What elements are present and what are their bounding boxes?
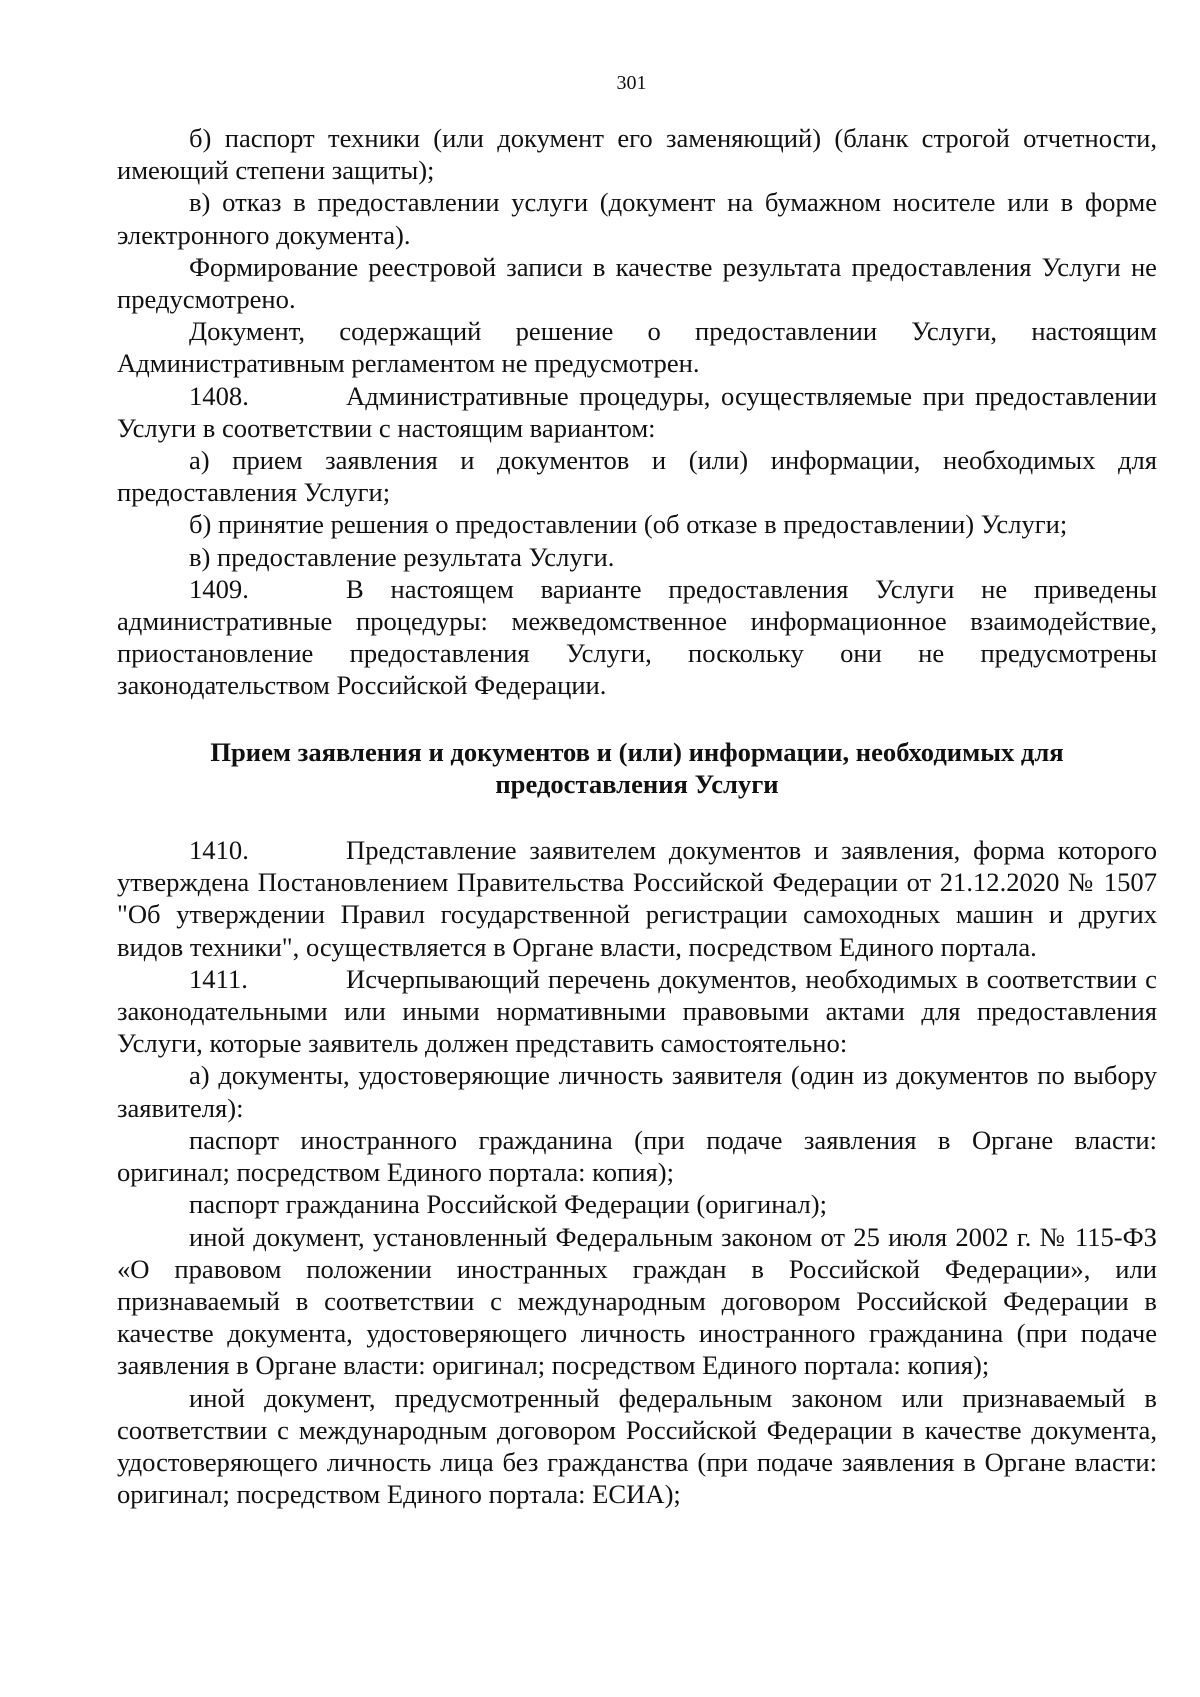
clause-1409: [117, 573, 1157, 702]
clause-1410: [117, 834, 1157, 963]
clause-number: 1409.: [189, 573, 249, 604]
clause-number: 1408.: [189, 380, 249, 411]
clause-1408: [117, 380, 1157, 444]
list-item: иной документ, установленный Федеральным законом от 25 июля 2002 г. № 115-ФЗ «О правовом положении иностранных граждан в Российской Федерации», или признаваемый в соответствии с международным договором Российской Федерации в качестве документа, удостоверяющего личность иностранного гражданина (при подаче заявления в Органе власти: оригинал; посредством Единого портала: копия);: [117, 1221, 1157, 1381]
clause-text: В настоящем варианте предоставления Услуги не приведены административные процедуры: межведомственное информационное взаимодействие, приостановление предоставления Услуги, поскольку они не предусмотрены законодательством Российской Федерации.: [117, 573, 1157, 701]
list-item: а) прием заявления и документов и (или) информации, необходимых для предоставления Услуги;: [117, 445, 1157, 508]
paragraph-result-passport: б) паспорт техники (или документ его заменяющий) (бланк строгой отчетности, имеющий степени защиты);: [117, 123, 1157, 186]
section-heading-line: предоставления Услуги: [495, 768, 779, 799]
section-heading-line: Прием заявления и документов и (или) информации, необходимых для: [210, 736, 1064, 767]
list-item: б) принятие решения о предоставлении (об отказе в предоставлении) Услуги;: [189, 509, 1068, 540]
list-item: паспорт иностранного гражданина (при подаче заявления в Органе власти: оригинал; посредством Единого портала: копия);: [117, 1124, 1157, 1188]
paragraph-result-refusal: в) отказ в предоставлении услуги (документ на бумажном носителе или в форме электронного документа).: [117, 187, 1157, 250]
clause-number: 1411.: [189, 963, 248, 994]
clause-text: Административные процедуры, осуществляемые при предоставлении Услуги в соответствии с настоящим вариантом:: [117, 380, 1157, 443]
list-item: а) документы, удостоверяющие личность заявителя (один из документов по выбору заявителя):: [117, 1060, 1157, 1123]
paragraph-registry-record: Формирование реестровой записи в качестве результата предоставления Услуги не предусмотрено.: [117, 251, 1157, 315]
page-number: 301: [616, 72, 647, 94]
list-item: паспорт гражданина Российской Федерации (оригинал);: [189, 1189, 828, 1220]
list-item: в) предоставление результата Услуги.: [189, 541, 615, 572]
clause-text: Представление заявителем документов и заявления, форма которого утверждена Постановлением Правительства Российской Федерации от 21.12.2020 № 1507 "Об утверждении Правил государственной регистрации самоходных машин и других видов техники", осуществляется в Органе власти, посредством Единого портала.: [117, 835, 1157, 962]
section-heading: [117, 736, 1157, 800]
document-body: [117, 122, 1157, 1510]
clause-number: 1410.: [189, 835, 249, 866]
list-item: иной документ, предусмотренный федеральным законом или признаваемый в соответствии с международным договором Российской Федерации в качестве документа, удостоверяющего личность лица без гражданства (при подаче заявления в Органе власти: оригинал; посредством Единого портала: ЕСИА);: [117, 1382, 1157, 1510]
clause-1411: [117, 963, 1157, 1060]
clause-text: Исчерпывающий перечень документов, необходимых в соответствии с законодательными или иными нормативными правовыми актами для предоставления Услуги, которые заявитель должен представить самостоятельно:: [117, 963, 1157, 1059]
paragraph-decision-document: Документ, содержащий решение о предоставлении Услуги, настоящим Административным регламентом не предусмотрен.: [117, 316, 1157, 379]
